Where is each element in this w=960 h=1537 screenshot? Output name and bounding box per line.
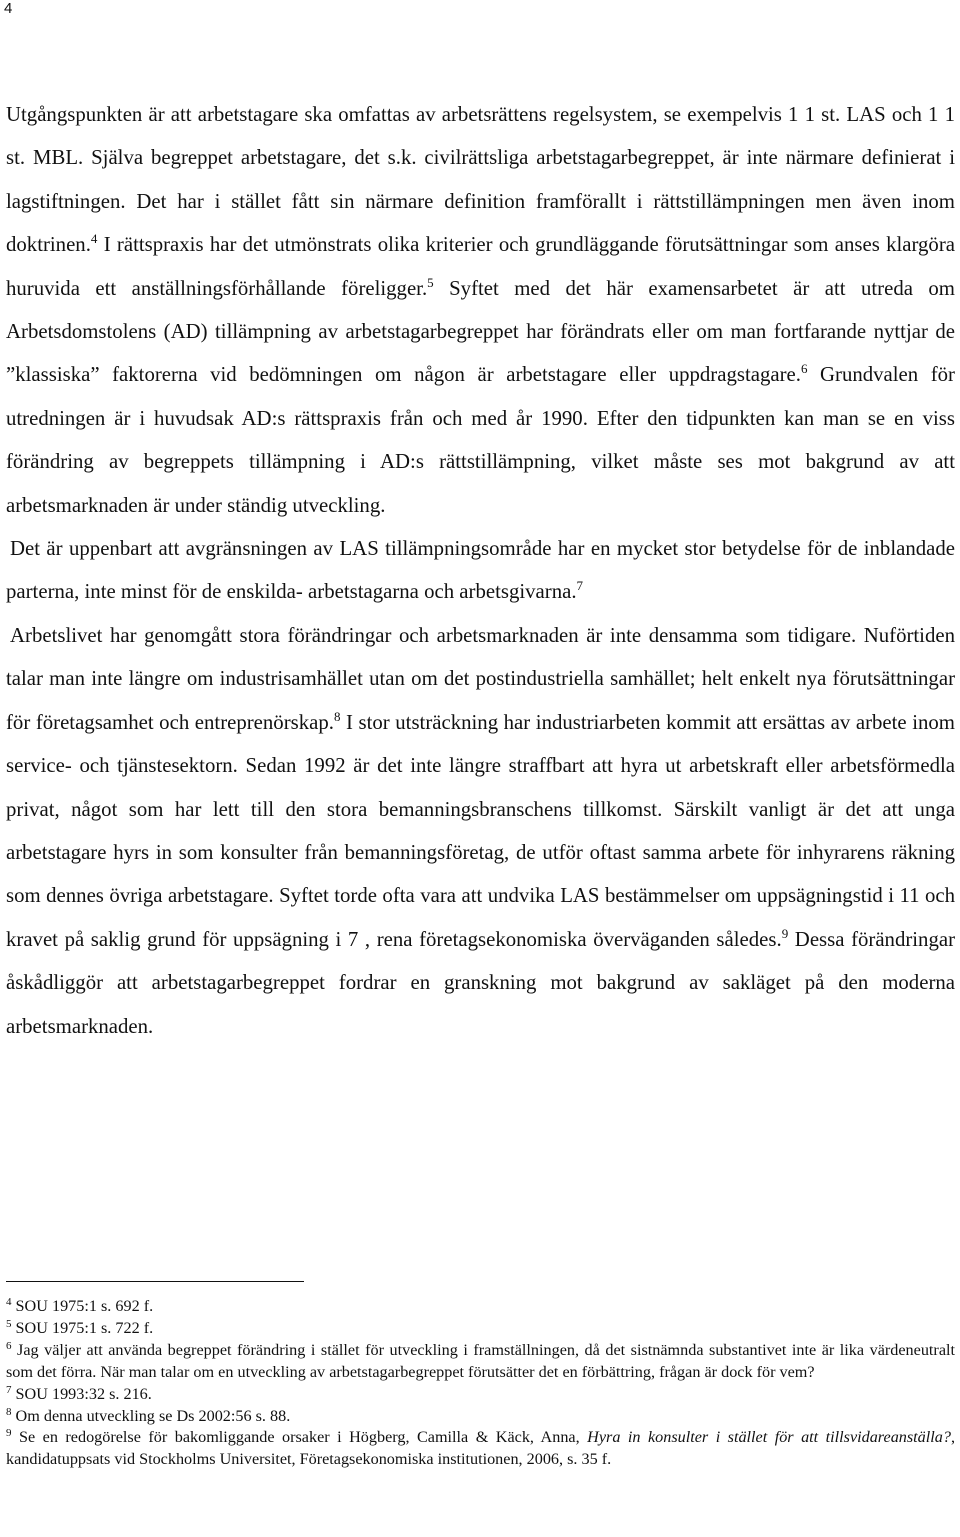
footnote-text: Jag väljer att använda begreppet förändring i stället för utveckling i framställningen, då det sistnämnda substantivet inte är lika värdeneutralt som det förra. När man talar om en utveckling av arbetstagarbegreppet förutsätter det en förbättring, frågan är dock för vem?	[6, 1340, 955, 1381]
footnote-number: 9	[6, 1427, 12, 1440]
footnote-ref-5: 5	[427, 274, 434, 290]
footnote-8	[6, 1406, 955, 1428]
text-segment: Syftet med det här examensarbetet är att utreda om Arbetsdomstolens (AD) tillämpning av arbetstagarbegreppet har förändrats eller om man fortfarande nyttjar de ”klassiska” faktorerna vid bedömningen om någon är arbetstagare eller uppdragstagare.	[6, 276, 955, 387]
footnote-5	[6, 1318, 955, 1340]
footnote-text: Se en redogörelse för bakomliggande orsaker i Högberg, Camilla & Käck, Anna,	[11, 1428, 588, 1447]
footnote-4	[6, 1296, 955, 1318]
text-segment: Grundvalen för utredningen är i huvudsak AD:s rättspraxis från och med år 1990. Efter den tidpunkten kan man se en viss förändring av begreppets tillämpning i AD:s rättstillämpning, vilket måste ses mot bakgrund av att arbetsmarknaden är under ständig utveckling.	[6, 363, 955, 517]
text-segment: Arbetslivet har genomgått stora förändringar och arbetsmarknaden är inte densamma som tidigare. Nuförtiden talar man inte längre om industrisamhället utan om det postindustriella samhället; helt enkelt nya förutsättningar för företagsamhet och entreprenörskap.	[6, 623, 955, 734]
footnote-separator	[6, 1281, 304, 1282]
footnote-9	[6, 1427, 955, 1471]
text-segment: I stor utsträckning har industriarbeten kommit att ersättas av arbete inom service- och tjänstesektorn. Sedan 1992 är det inte längre straffbart att hyra ut arbetskraft eller arbetsförmedla privat, något som har lett till den stora bemanningsbranschens tillkomst. Särskilt vanligt är det att unga arbetstagare hyrs in som konsulter från bemanningsföretag, de utför oftast samma arbete för inhyrarens räkning som dennes övriga arbetstagare. Syftet torde ofta vara att undvika LAS bestämmelser om uppsägningstid i 11	[6, 710, 955, 908]
footnote-ref-4: 4	[90, 231, 98, 247]
text-segment: I rättspraxis har det utmönstrats olika kriterier och grundläggande förutsättningar som anses klargöra huruvida ett anställningsförhållande föreligger.	[6, 233, 955, 300]
page-number: 4	[4, 0, 13, 17]
text-segment: Dessa förändringar åskådliggör att arbetstagarbegreppet fordrar en granskning mot bakgrund av sakläget på den moderna arbetsmarknaden.	[6, 927, 956, 1038]
text-segment: 1 st. MBL. Själva begreppet arbetstagare, det s.k. civilrättsliga arbetstagarbegreppet, är inte närmare definierat i lagstiftningen. Det har i stället fått sin närmare definition framförallt i rättstillämpningen men även inom doktrinen.	[6, 103, 955, 257]
footnote-text: SOU 1975:1 s. 692 f.	[11, 1297, 154, 1315]
footnote-number: 6	[6, 1339, 12, 1352]
paragraph-2	[6, 527, 955, 614]
footnote-number: 5	[6, 1317, 12, 1330]
footnote-text: SOU 1975:1 s. 722 f.	[11, 1318, 154, 1337]
text-segment: Utgångspunkten är att arbetstagare ska omfattas av arbetsrättens regelsystem, se exempelvis 1	[6, 103, 805, 126]
footnote-text: SOU 1993:32 s. 216.	[11, 1384, 152, 1403]
footnote-ref-8: 8	[333, 708, 341, 724]
footnote-6	[6, 1340, 955, 1384]
text-segment: 1 st. LAS och 1	[804, 103, 945, 126]
cited-title: Hyra in konsulter i stället för att tillsvidareanställa?	[587, 1428, 951, 1447]
footnote-number: 8	[6, 1405, 12, 1418]
paragraph-1	[6, 93, 955, 527]
footnote-text: , kandidatuppsats vid Stockholms Universitet, Företagsekonomiska institutionen, 2006, s. 35 f.	[6, 1428, 956, 1469]
footnotes	[6, 1296, 955, 1471]
footnote-ref-7: 7	[576, 578, 584, 594]
text-segment: Det är uppenbart att avgränsningen av LAS tillämpningsområde har en mycket stor betydelse för de inblandade parterna, inte minst för de enskilda- arbetstagarna och arbetsgivarna.	[6, 537, 955, 604]
footnote-ref-9: 9	[781, 925, 789, 941]
footnote-number: 7	[6, 1383, 12, 1396]
footnote-ref-6: 6	[800, 361, 808, 377]
footnote-number: 4	[6, 1296, 12, 1308]
footnote-text: Om denna utveckling se Ds 2002:56 s. 88.	[11, 1406, 291, 1425]
body-text	[6, 93, 955, 1048]
text-segment: och kravet på saklig grund för uppsägning i 7	[6, 884, 955, 951]
footnote-7	[6, 1384, 955, 1406]
paragraph-3	[6, 614, 955, 1048]
text-segment: , rena företagsekonomiska överväganden således.	[364, 927, 782, 951]
